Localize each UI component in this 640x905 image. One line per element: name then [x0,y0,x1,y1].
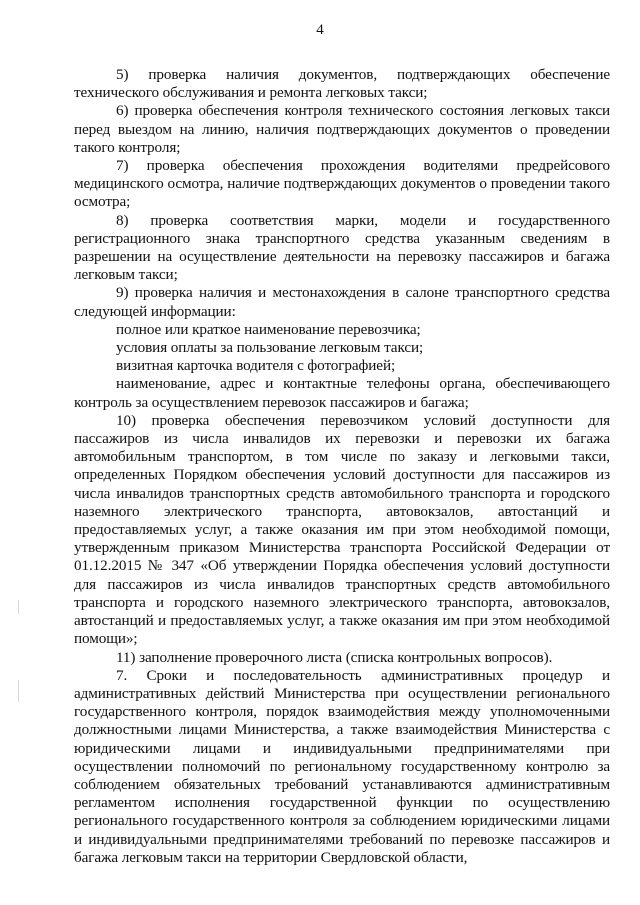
sub-item-control-authority: наименование, адрес и контактные телефоны органа, обеспечивающего контроль за осуществлением перевозок пассажиров и багажа; [74,375,610,411]
list-item-9: 9) проверка наличия и местонахождения в салоне транспортного средства следующей информации: [74,284,610,320]
list-item-8: 8) проверка соответствия марки, модели и государственного регистрационного знака транспортного средства указанным сведениям в разрешении на осуществление деятельности на перевозку пассажиров и багажа легковым такси; [74,211,610,284]
list-item-5: 5) проверка наличия документов, подтверждающих обеспечение технического обслуживания и ремонта легковых такси; [74,66,610,102]
list-item-7: 7) проверка обеспечения прохождения водителями предрейсового медицинского осмотра, наличие подтверждающих документов о проведении такого осмотра; [74,157,610,211]
list-item-10: 10) проверка обеспечения перевозчиком условий доступности для пассажиров из числа инвалидов их перевозки и перевозки их багажа автомобильным транспортом, в том числе по заказу и легковыми такси, определенных Порядком обеспечения условий доступности для пассажиров из числа инвалидов транспортных средств автомобильного транспорта и городского наземного электрического транспорта, автовокзалов, автостанций и предоставляемых услуг, а также оказания им при этом необходимой помощи, утвержденным приказом Министерства транспорта Российской Федерации от 01.12.2015 № 347 «Об утверждении Порядка обеспечения условий доступности для пассажиров из числа инвалидов транспортных средств автомобильного транспорта и городского наземного электрического транспорта, автовокзалов, автостанций и предоставляемых услуг, а также оказания им при этом необходимой помощи»; [74,411,610,648]
scan-edge-mark [18,600,19,614]
sub-item-driver-card: визитная карточка водителя с фотографией; [116,357,396,375]
sub-item-payment-terms: условия оплаты за пользование легковым такси; [116,339,424,357]
page-number: 4 [316,22,324,38]
list-item-6: 6) проверка обеспечения контроля технического состояния легковых такси перед выездом на линию, наличия подтверждающих документов о проведении такого контроля; [74,102,610,156]
document-body [74,66,610,867]
list-item-11: 11) заполнение проверочного листа (списка контрольных вопросов). [116,648,553,666]
sub-item-carrier-name: полное или краткое наименование перевозчика; [116,320,421,338]
section-7-paragraph: 7. Сроки и последовательность административных процедур и административных действий Министерства при осуществлении регионального государственного контроля, порядок взаимодействия между уполномоченными должностными лицами Министерства, а также взаимодействия Министерства с юридическими лицами и индивидуальными предпринимателями при осуществлении полномочий по региональному государственному контролю за соблюдением обязательных требований устанавливаются административным регламентом исполнения государственной функции по осуществлению регионального государственного контроля за соблюдением юридическими лицами и индивидуальными предпринимателями требований по перевозке пассажиров и багажа легковым такси на территории Свердловской области, [74,666,610,866]
scan-edge-mark [18,680,19,702]
